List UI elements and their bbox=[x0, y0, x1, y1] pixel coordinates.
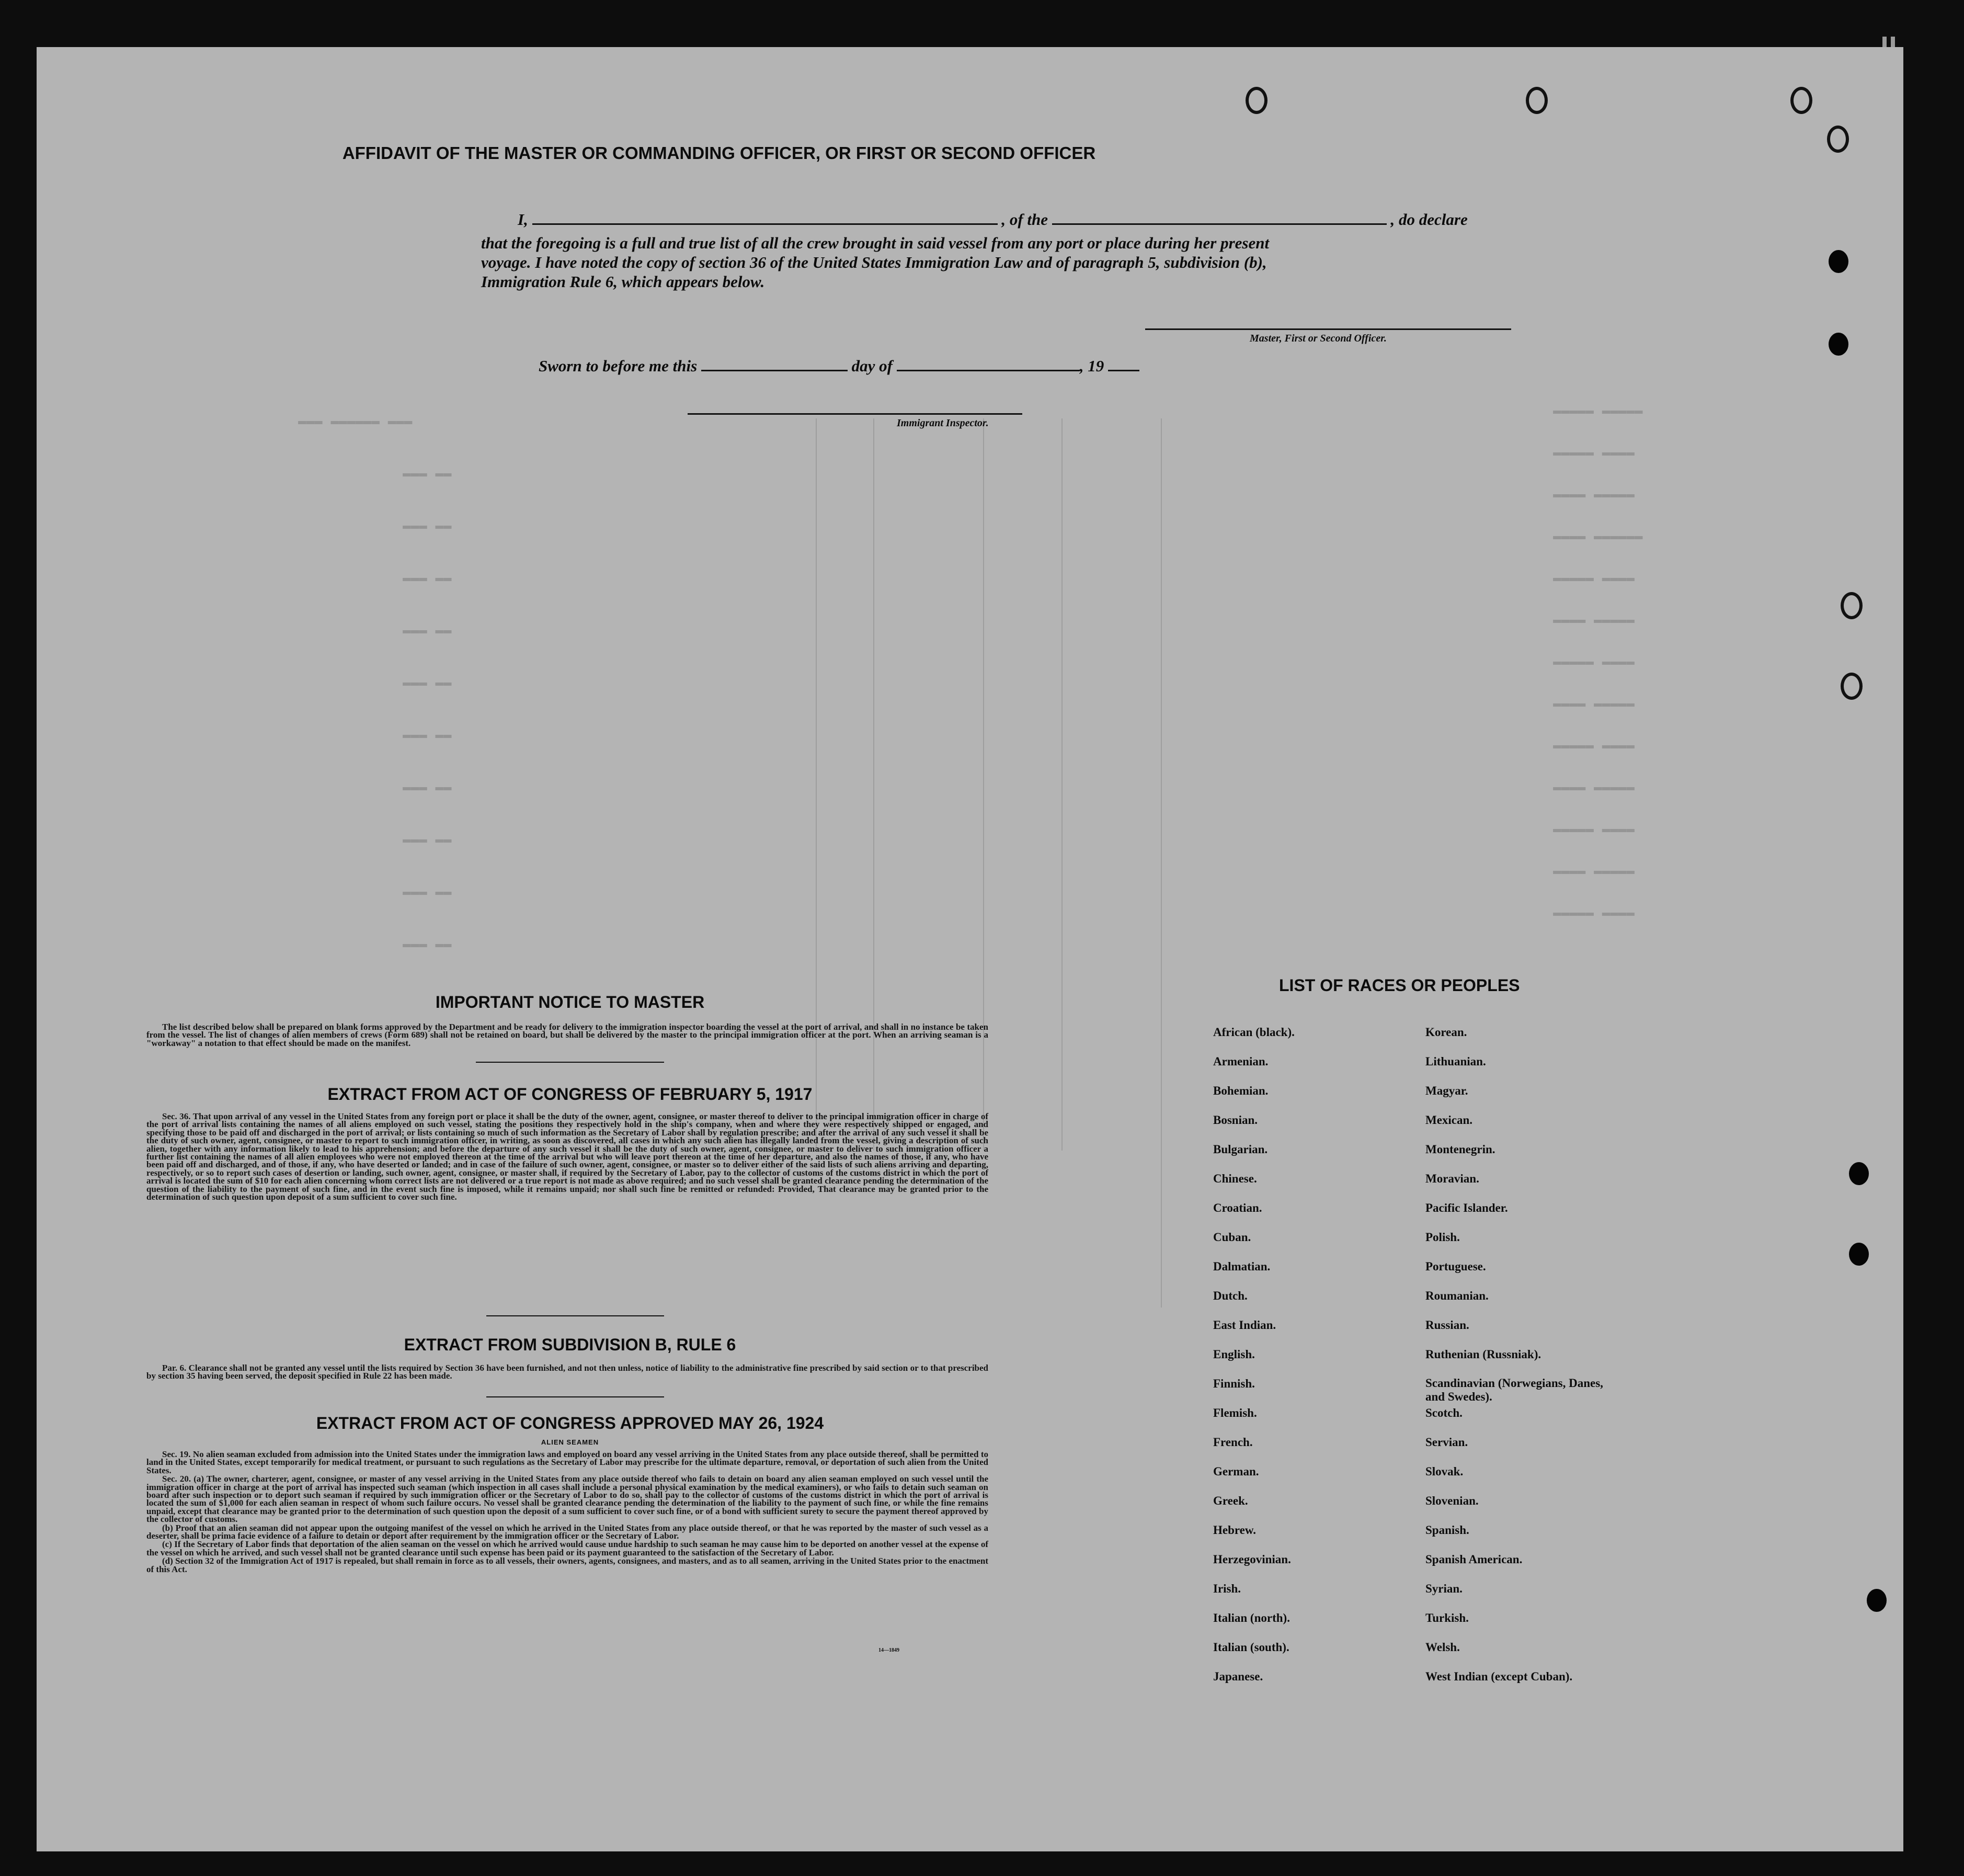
races-column-1 bbox=[1213, 1025, 1295, 1699]
race-item: German. bbox=[1213, 1465, 1259, 1478]
race-item: Hebrew. bbox=[1213, 1523, 1256, 1537]
sec-20c-paragraph: (c) If the Secretary of Labor finds that deportation of the alien seaman on the vessel on which he arrived would cause undue hardship to such seaman he may cause him to be deported on another vessel at the expense of the vessel on which he arrived, and such vessel shall not be granted clearance until such expense has been paid or its payment guaranteed to the satisfaction of the Secretary of Labor. bbox=[146, 1539, 988, 1557]
race-item: Dutch. bbox=[1213, 1289, 1248, 1302]
binder-hole bbox=[1867, 1589, 1887, 1612]
rule6-paragraph: Par. 6. Clearance shall not be granted any vessel until the lists required by Section 36 have been furnished, and not then unless, notice of liability to the administrative fine prescribed by said section or to that prescribed by section 35 having been served, the deposit specified in Rule 22 has been made. bbox=[146, 1363, 988, 1381]
sworn-year: , 19 bbox=[1079, 357, 1104, 375]
race-item: Italian (south). bbox=[1213, 1641, 1289, 1654]
bleed-through-text: ▬▬ ▬▬▬ bbox=[403, 675, 452, 690]
extract-1917-heading: EXTRACT FROM ACT OF CONGRESS OF FEBRUARY 5, 1917 bbox=[327, 1085, 813, 1104]
binder-hole bbox=[1526, 87, 1548, 114]
binder-hole bbox=[1841, 592, 1863, 619]
notice-heading: IMPORTANT NOTICE TO MASTER bbox=[435, 993, 705, 1011]
race-item: Dalmatian. bbox=[1213, 1260, 1271, 1273]
bleed-through-text: ▬▬▬▬▬ ▬▬▬▬ bbox=[1553, 779, 1635, 795]
race-item: Lithuanian. bbox=[1425, 1055, 1486, 1068]
race-item: Magyar. bbox=[1425, 1084, 1468, 1097]
sworn-day-of: day of bbox=[851, 357, 893, 375]
bleed-through-text: ▬▬▬▬ ▬▬▬▬▬ bbox=[1553, 905, 1635, 920]
bleed-through-rule bbox=[1161, 418, 1162, 1307]
binder-hole bbox=[1829, 250, 1848, 273]
sworn-day-blank bbox=[701, 370, 848, 371]
inspector-signature-line bbox=[688, 413, 1022, 415]
sworn-month-blank bbox=[897, 370, 1080, 371]
race-item: Welsh. bbox=[1425, 1641, 1460, 1654]
race-item: English. bbox=[1213, 1348, 1255, 1361]
race-item: Spanish. bbox=[1425, 1523, 1469, 1537]
bleed-through-text: ▬▬▬▬ ▬▬▬▬▬ bbox=[1553, 654, 1635, 669]
affidavit-text-line: voyage. I have noted the copy of section 36 of the United States Immigration Law and of paragraph 5, subdivision (b), bbox=[481, 253, 1267, 271]
bleed-through-text: ▬▬ ▬▬▬ bbox=[403, 622, 452, 638]
race-item: Cuban. bbox=[1213, 1231, 1251, 1244]
section-36-paragraph: Sec. 36. That upon arrival of any vessel in the United States from any foreign port or place it shall be the duty of the owner, agent, consignee, or master thereof to deliver to the principal immigration officer in charge of the port of arrival lists containing the names of all aliens employed on such vessel, stating the positions they respectively hold in the ship's company, when and where they were respectively shipped or engaged, and specifying those to be paid off and discharged in the port of arrival; or lists containing so much of such information as the Secretary of Labor shall by regulation prescribe; and after the arrival of any such vessel it shall be the duty of such owner, agent, consignee, or master to report to such immigration officer, in writing, as soon as discovered, all cases in which any such alien has illegally landed from the vessel, giving a description of such alien, together with any information likely to lead to his apprehension; and before the departure of any such vessel it shall be the duty of such owner, agent, consignee, or master to deliver to such immigration officer a further list containing the names of all alien employees who were not employed thereon at the time of the arrival but who will leave port thereon at the time of her departure, and also the names of those, if any, who have been paid off and discharged, and of those, if any, who have deserted or landed; and in case of the failure of such owner, agent, consignee, or master so to deliver either of the said lists of such aliens arriving and departing, respectively, or so to report such cases of desertion or landing, such owner, agent, consignee, or master shall, if required by the Secretary of Labor, pay to the collector of customs of the customs district in which the port of arrival is located the sum of $10 for each alien concerning whom correct lists are not delivered or a true report is not made as above required; and no such vessel shall be granted clearance pending the determination of the question of the liability to the payment of such fine, and in the event such fine is imposed, while it remains unpaid; nor shall such fine be remitted or refunded: Provided, That clearance may be granted prior to the determination of such question upon deposit of a sum sufficient to cover such fine. bbox=[146, 1111, 988, 1202]
race-item: Bosnian. bbox=[1213, 1113, 1258, 1127]
race-item: Polish. bbox=[1425, 1231, 1460, 1244]
bleed-through-text: ▬▬ ▬▬▬ bbox=[403, 570, 452, 586]
master-signature-caption: Master, First or Second Officer. bbox=[1250, 333, 1387, 344]
race-item: Slovak. bbox=[1425, 1465, 1464, 1478]
bleed-through-text: ▬▬ ▬▬▬ bbox=[403, 832, 452, 847]
bleed-through-text: ▬▬ ▬▬▬ bbox=[403, 884, 452, 900]
inspector-signature-caption: Immigrant Inspector. bbox=[897, 417, 989, 429]
binder-hole bbox=[1849, 1162, 1869, 1185]
form-code: 14—1849 bbox=[878, 1647, 899, 1653]
sworn-year-blank bbox=[1108, 370, 1139, 371]
master-signature-line bbox=[1145, 328, 1511, 330]
race-item: Bulgarian. bbox=[1213, 1143, 1268, 1156]
bleed-through-text: ▬▬▬▬ ▬▬▬▬▬ bbox=[1553, 737, 1635, 753]
bleed-through-text: ▬▬▬▬▬ ▬▬▬▬ bbox=[1553, 486, 1635, 502]
alien-seamen-subheading: ALIEN SEAMEN bbox=[541, 1438, 599, 1446]
race-item: Ruthenian (Russniak). bbox=[1425, 1348, 1541, 1361]
race-item: Russian. bbox=[1425, 1318, 1469, 1332]
bleed-through-text: ▬▬▬ ▬▬▬▬▬▬ ▬▬▬ bbox=[298, 413, 413, 429]
affidavit-title: AFFIDAVIT OF THE MASTER OR COMMANDING OFFICER, OR FIRST OR SECOND OFFICER bbox=[342, 143, 1096, 163]
race-item: Pacific Islander. bbox=[1425, 1201, 1508, 1214]
affidavit-of-the: , of the bbox=[1001, 210, 1048, 229]
bleed-through-text: ▬▬▬▬ ▬▬▬▬▬ bbox=[1553, 445, 1635, 460]
race-item: Greek. bbox=[1213, 1494, 1248, 1507]
rule6-text bbox=[146, 1364, 988, 1381]
bleed-through-text: ▬▬▬▬ ▬▬▬▬▬ bbox=[1553, 570, 1635, 586]
race-item: Scandinavian (Norwegians, Danes, and Swedes). bbox=[1425, 1377, 1603, 1403]
race-item: Moravian. bbox=[1425, 1172, 1479, 1185]
rule6-heading: EXTRACT FROM SUBDIVISION B, RULE 6 bbox=[404, 1335, 736, 1354]
officer-name-blank bbox=[532, 223, 998, 225]
sec-20b-paragraph: (b) Proof that an alien seaman did not appear upon the outgoing manifest of the vessel on which he arrived in the United States from any place outside thereof, or that he was reported by the master of such vessel as a deserter, shall be prima facie evidence of a failure to detain or deport after requirement by the immigration officer or the Secretary of Labor. bbox=[146, 1522, 988, 1541]
section-divider bbox=[486, 1396, 664, 1397]
race-item: Flemish. bbox=[1213, 1406, 1257, 1419]
extract-1924-text bbox=[146, 1450, 988, 1574]
race-item: Irish. bbox=[1213, 1582, 1241, 1595]
race-item: Scotch. bbox=[1425, 1406, 1463, 1419]
race-item: Turkish. bbox=[1425, 1611, 1469, 1624]
bleed-through-text: ▬▬ ▬▬▬ bbox=[403, 465, 452, 481]
section-divider bbox=[486, 1315, 664, 1316]
race-item: Servian. bbox=[1425, 1436, 1468, 1449]
affidavit-declaration-line bbox=[518, 210, 1468, 229]
race-item: Croatian. bbox=[1213, 1201, 1262, 1214]
race-item: Finnish. bbox=[1213, 1377, 1255, 1390]
bleed-through-rule bbox=[1061, 418, 1063, 1151]
race-item: French. bbox=[1213, 1436, 1253, 1449]
notice-paragraph: The list described below shall be prepared on blank forms approved by the Department and be ready for delivery to the immigration inspector boarding the vessel at the port of arrival, and shall in no instance be taken from the vessel. The list of changes of alien members of crews (Form 689) shall not be retained on board, but shall be delivered by the master to the principal immigration officer at the port. When an arriving seaman is a "workaway" a notation to that effect should be made on the manifest. bbox=[146, 1022, 988, 1048]
race-item: Herzegovinian. bbox=[1213, 1553, 1291, 1566]
bleed-through-text: ▬▬ ▬▬▬ bbox=[403, 727, 452, 743]
sec-20a-paragraph: Sec. 20. (a) The owner, charterer, agent, consignee, or master of any vessel arriving in the United States from any place outside thereof who fails to detain on board any alien seaman employed on such vessel until the immigration officer in charge at the port of arrival has inspected such seaman (which inspection in all cases shall include a personal physical examination by the medical examiners), or who fails to detain such seaman on board after such inspection or to deport such seaman if required by such immigration officer or the Secretary of Labor to do so, shall pay to the collector of customs of the customs district in which the port of arrival is located the sum of $1,000 for each alien seaman in respect of whom such failure occurs. No vessel shall be granted clearance pending the determination of the liability to the payment of such fine, or while the fine remains unpaid, except that clearance may be granted prior to the determination of such question upon the deposit of a sum sufficient to cover such fine, or of a bond with sufficient surety to secure the payment thereof approved by the collector of customs. bbox=[146, 1474, 988, 1525]
race-item: Bohemian. bbox=[1213, 1084, 1269, 1097]
manifest-page bbox=[37, 47, 1903, 1851]
race-item: Mexican. bbox=[1425, 1113, 1473, 1127]
binder-hole bbox=[1849, 1243, 1869, 1266]
races-heading: LIST OF RACES OR PEOPLES bbox=[1279, 976, 1520, 995]
sworn-prefix: Sworn to before me this bbox=[539, 357, 698, 375]
bleed-through-text: ▬▬▬▬▬ ▬▬▬▬▬ bbox=[1553, 403, 1643, 418]
bleed-through-text: ▬▬ ▬▬▬ bbox=[403, 518, 452, 533]
notice-text bbox=[146, 1023, 988, 1048]
bleed-through-text: ▬▬▬▬▬ ▬▬▬▬ bbox=[1553, 612, 1635, 628]
race-item: Armenian. bbox=[1213, 1055, 1269, 1068]
binder-hole bbox=[1827, 126, 1849, 153]
extract-1917-text bbox=[146, 1112, 988, 1201]
section-divider bbox=[476, 1062, 664, 1063]
race-item: Syrian. bbox=[1425, 1582, 1463, 1595]
race-item: Italian (north). bbox=[1213, 1611, 1290, 1624]
race-item: East Indian. bbox=[1213, 1318, 1276, 1332]
binder-hole bbox=[1841, 673, 1863, 700]
binder-hole bbox=[1829, 333, 1848, 356]
bleed-through-text: ▬▬ ▬▬▬ bbox=[403, 936, 452, 952]
affidavit-i: I, bbox=[518, 210, 528, 229]
race-item: West Indian (except Cuban). bbox=[1425, 1670, 1573, 1683]
sec-20d-paragraph: (d) Section 32 of the Immigration Act of 1917 is repealed, but shall remain in force as to all vessels, their owners, agents, consignees, and masters, and as to all seamen, arriving in the United States prior to the enactment of this Act. bbox=[146, 1556, 988, 1574]
bleed-through-text: ▬▬▬▬▬ ▬▬▬▬ bbox=[1553, 696, 1635, 711]
vessel-name-blank bbox=[1052, 223, 1387, 225]
races-column-2 bbox=[1425, 1025, 1614, 1699]
race-item: Roumanian. bbox=[1425, 1289, 1489, 1302]
race-item: Spanish American. bbox=[1425, 1553, 1523, 1566]
race-item: Slovenian. bbox=[1425, 1494, 1479, 1507]
affidavit-text-line: Immigration Rule 6, which appears below. bbox=[481, 272, 765, 291]
sworn-line bbox=[539, 357, 1139, 376]
bleed-through-text: ▬▬▬▬▬ ▬▬▬▬ bbox=[1553, 863, 1635, 879]
race-item: Japanese. bbox=[1213, 1670, 1263, 1683]
race-item: Chinese. bbox=[1213, 1172, 1257, 1185]
binder-hole bbox=[1790, 87, 1812, 114]
affidavit-text-line: that the foregoing is a full and true list of all the crew brought in said vessel from any port or place during her present bbox=[481, 234, 1270, 252]
race-item: Montenegrin. bbox=[1425, 1143, 1495, 1156]
sec-19-paragraph: Sec. 19. No alien seaman excluded from admission into the United States under the immigration laws and employed on board any vessel arriving in the United States from any place outside thereof, shall be permitted to land in the United States, except temporarily for medical treatment, or pursuant to such regulations as the Secretary of Labor may prescribe for the ultimate departure, removal, or deportation of such alien from the United States. bbox=[146, 1449, 988, 1475]
binder-hole bbox=[1246, 87, 1268, 114]
race-item: Korean. bbox=[1425, 1026, 1467, 1039]
bleed-through-text: ▬▬ ▬▬▬ bbox=[403, 779, 452, 795]
affidavit-declare: , do declare bbox=[1390, 210, 1468, 229]
bleed-through-text: ▬▬▬▬ ▬▬▬▬▬ bbox=[1553, 821, 1635, 837]
race-item: African (black). bbox=[1213, 1026, 1295, 1039]
bleed-through-text: ▬▬▬▬▬▬ ▬▬▬▬ bbox=[1553, 528, 1643, 544]
race-item: Portuguese. bbox=[1425, 1260, 1486, 1273]
extract-1924-heading: EXTRACT FROM ACT OF CONGRESS APPROVED MAY 26, 1924 bbox=[316, 1414, 824, 1432]
